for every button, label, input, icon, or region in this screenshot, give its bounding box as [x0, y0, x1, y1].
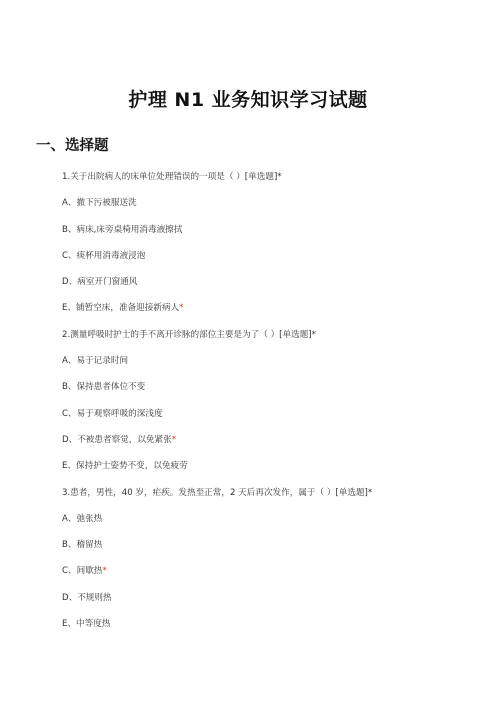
option-3c: [62, 564, 462, 590]
question-3: [62, 486, 462, 512]
option-3a: [62, 512, 462, 538]
option-text: A、易于记录时间: [62, 356, 129, 367]
answer-mark: *: [171, 434, 177, 445]
option-text: A、弛张热: [62, 513, 103, 524]
option-text: E、保持护士姿势不变，以免疲劳: [62, 461, 188, 472]
option-text: E、中等度热: [62, 619, 111, 630]
option-text: E、铺暂空床，准备迎接新病人: [62, 303, 180, 314]
option-text: B、保持患者体位不变: [62, 382, 146, 393]
option-2b: [62, 380, 462, 406]
option-text: C、痰杯用消毒液浸泡: [62, 250, 146, 261]
answer-mark: *: [179, 303, 184, 314]
required-mark: *: [367, 487, 373, 498]
option-1b: [62, 223, 462, 249]
question-text: 3.患者，男性，40 岁，疟疾。发热至正常，2 天后再次发作，属于（ ）[单选题]: [62, 487, 368, 498]
option-1d: [62, 275, 462, 301]
option-text: A、撤下污被服送洗: [62, 198, 137, 209]
option-text: C、易于观察呼吸的深浅度: [62, 408, 163, 419]
question-1: [62, 170, 462, 196]
option-text: D、病室开门窗通风: [62, 277, 138, 288]
option-2a: [62, 354, 462, 380]
document-title: 护理 N1 业务知识学习试题: [128, 89, 368, 111]
option-text: D、不被患者察觉，以免紧张: [62, 434, 172, 445]
option-2e: [62, 459, 462, 485]
required-mark: *: [311, 329, 316, 340]
option-text: B、病床,床旁桌椅用消毒液擦拭: [62, 224, 183, 235]
option-3b: [62, 538, 462, 564]
question-text: 1.关于出院病人的床单位处理错误的一项是（ ）[单选题]: [62, 172, 278, 182]
option-2c: [62, 407, 462, 433]
option-3e: [62, 617, 462, 643]
option-text: C、间歇热: [62, 566, 103, 577]
option-1a: [62, 196, 462, 222]
option-text: B、稽留热: [62, 540, 103, 551]
option-2d: [62, 433, 462, 459]
answer-mark: *: [102, 566, 107, 577]
question-text: 2.测量呼吸时护士的手不离开诊脉的部位主要是为了（ ）[单选题]: [62, 329, 312, 340]
question-2: [62, 328, 462, 354]
option-3d: [62, 591, 462, 617]
option-1c: [62, 249, 462, 275]
question-list: [62, 170, 462, 643]
section-title: 一、选择题: [36, 138, 109, 154]
option-text: D、不规则热: [62, 592, 112, 603]
required-mark: *: [277, 172, 282, 182]
option-1e: [62, 301, 462, 327]
